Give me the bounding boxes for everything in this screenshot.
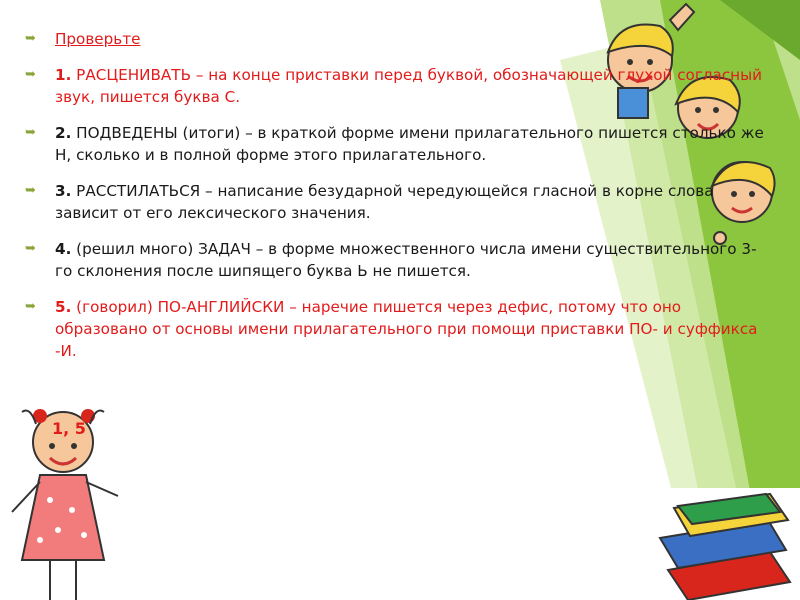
books-clipart xyxy=(640,488,800,600)
item-text: ПОДВЕДЕНЫ (итоги) – в краткой форме имени прилагательного пишется столько же Н, сколько и в полной форме этого прилагательного. xyxy=(55,124,764,164)
item-text: РАССТИЛАТЬСЯ – написание безударной чередующейся гласной в корне слова зависит от его лексического значения. xyxy=(55,182,714,222)
arrow-bullet-icon: ➥ xyxy=(25,31,36,46)
list-item xyxy=(25,238,765,282)
item-text: (решил много) ЗАДАЧ – в форме множественного числа имени существительного 3-го склонения после шипящего буква Ь не пишется. xyxy=(55,240,757,280)
arrow-bullet-icon: ➥ xyxy=(25,125,36,140)
item-number: 5. xyxy=(55,298,72,316)
item-text: (говорил) ПО-АНГЛИЙСКИ – наречие пишется через дефис, потому что оно образовано от основы имени прилагательного при помощи приставки ПО- и суффикса -И. xyxy=(55,298,758,360)
arrow-bullet-icon: ➥ xyxy=(25,241,36,256)
item-number: 4. xyxy=(55,240,72,258)
list-item xyxy=(25,64,765,108)
arrow-bullet-icon: ➥ xyxy=(25,183,36,198)
arrow-bullet-icon: ➥ xyxy=(25,299,36,314)
list-item xyxy=(25,296,765,362)
item-number: 1. xyxy=(55,66,72,84)
heading-item xyxy=(25,28,765,50)
item-number: 2. xyxy=(55,124,72,142)
arrow-bullet-icon: ➥ xyxy=(25,67,36,82)
item-number: 3. xyxy=(55,182,72,200)
list-item xyxy=(25,122,765,166)
heading: Проверьте xyxy=(55,30,141,48)
answer-text: 1, 5 xyxy=(52,419,86,438)
list-item xyxy=(25,180,765,224)
answer-list xyxy=(25,28,765,376)
item-text: РАСЦЕНИВАТЬ – на конце приставки перед буквой, обозначающей глухой согласный звук, пишется буква С. xyxy=(55,66,762,106)
